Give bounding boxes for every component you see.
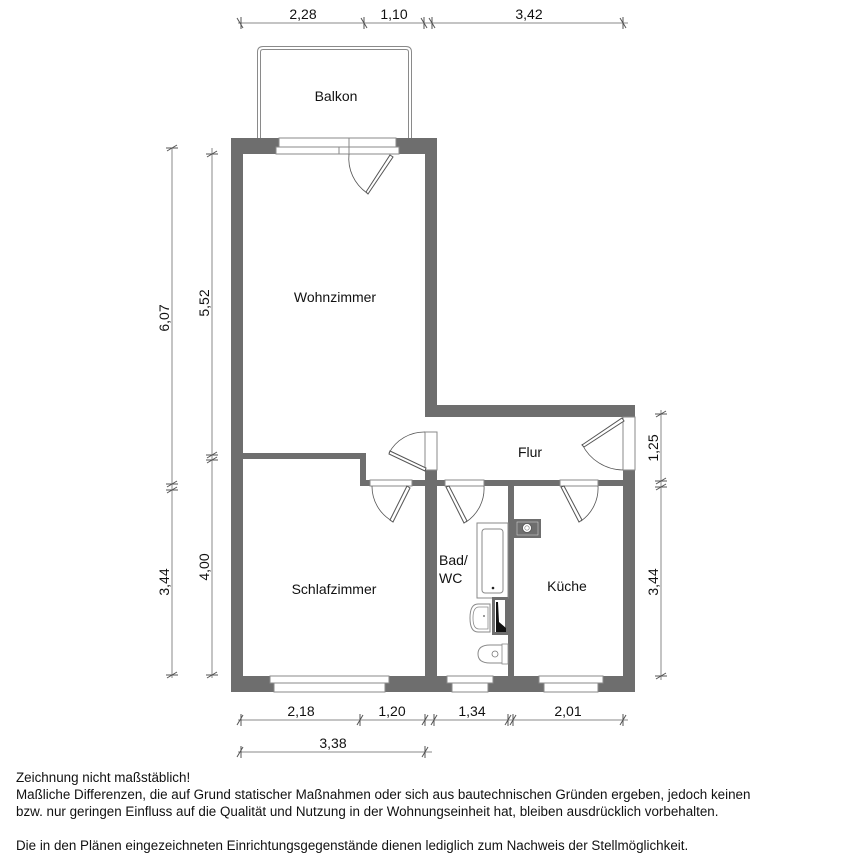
room-labels bbox=[292, 88, 587, 597]
dim-right-1: 1,25 bbox=[645, 434, 661, 462]
walls bbox=[231, 138, 635, 692]
room-label-wohnzimmer: Wohnzimmer bbox=[293, 289, 377, 305]
dim-bottom-1: 2,18 bbox=[287, 703, 315, 719]
room-label-kueche: Küche bbox=[547, 578, 587, 594]
door-wohnzimmer-flur bbox=[389, 432, 437, 471]
dimension-bottom-total bbox=[237, 735, 432, 758]
dim-right-2: 3,44 bbox=[645, 568, 661, 596]
door-bad bbox=[445, 480, 484, 523]
room-label-schlafzimmer: Schlafzimmer bbox=[291, 581, 377, 597]
dimension-right bbox=[645, 410, 667, 680]
note-furnishing: Die in den Plänen eingezeichneten Einrichtungsgegenstände dienen lediglich zum Nachweis der Stellmöglichkeit. bbox=[16, 838, 689, 853]
dim-top-1: 2,28 bbox=[289, 6, 317, 22]
toilet-icon bbox=[478, 644, 508, 664]
dim-bottom-2: 1,20 bbox=[378, 703, 406, 719]
door-entrance bbox=[582, 417, 635, 470]
room-label-wc: WC bbox=[439, 570, 463, 586]
dimension-left-outer bbox=[156, 145, 178, 678]
door-kueche bbox=[560, 480, 598, 522]
room-label-bad: Bad/ bbox=[439, 552, 468, 568]
dimension-left-inner bbox=[196, 148, 218, 678]
stove-icon bbox=[514, 519, 541, 538]
washbasin-icon bbox=[470, 604, 490, 632]
dimension-top bbox=[237, 6, 628, 29]
doors bbox=[349, 154, 635, 523]
bathtub-icon bbox=[477, 523, 508, 598]
disclaimer-notes bbox=[16, 769, 861, 854]
dim-left-outer-2: 3,44 bbox=[156, 568, 172, 596]
dim-bottom-total: 3,38 bbox=[319, 735, 347, 751]
dim-left-inner-2: 4,00 bbox=[196, 553, 212, 581]
door-schlafzimmer bbox=[370, 480, 412, 522]
note-dimension-differences-2: bzw. nur geringen Einfluss auf die Qualität und Nutzung in der Wohnungseinheit hat, bleiben ausdrücklich vorbehalten. bbox=[16, 804, 719, 819]
dim-left-inner-1: 5,52 bbox=[196, 289, 212, 317]
room-label-flur: Flur bbox=[517, 444, 543, 460]
room-label-balkon: Balkon bbox=[314, 88, 358, 104]
dim-top-2: 1,10 bbox=[380, 6, 408, 22]
fixtures bbox=[470, 519, 541, 664]
dim-bottom-3: 1,34 bbox=[458, 703, 486, 719]
note-not-to-scale: Zeichnung nicht maßstäblich! bbox=[16, 770, 191, 785]
note-dimension-differences-1: Maßliche Differenzen, die auf Grund statischer Maßnahmen oder sich aus bautechnischen Gründen ergeben, jedoch keinen bbox=[16, 787, 751, 802]
dim-top-3: 3,42 bbox=[515, 6, 543, 22]
door-balcony bbox=[349, 154, 393, 194]
dim-left-outer-1: 6,07 bbox=[156, 304, 172, 332]
dim-bottom-4: 2,01 bbox=[554, 703, 582, 719]
dimension-bottom bbox=[237, 703, 628, 726]
installation-shaft-icon bbox=[492, 597, 508, 635]
